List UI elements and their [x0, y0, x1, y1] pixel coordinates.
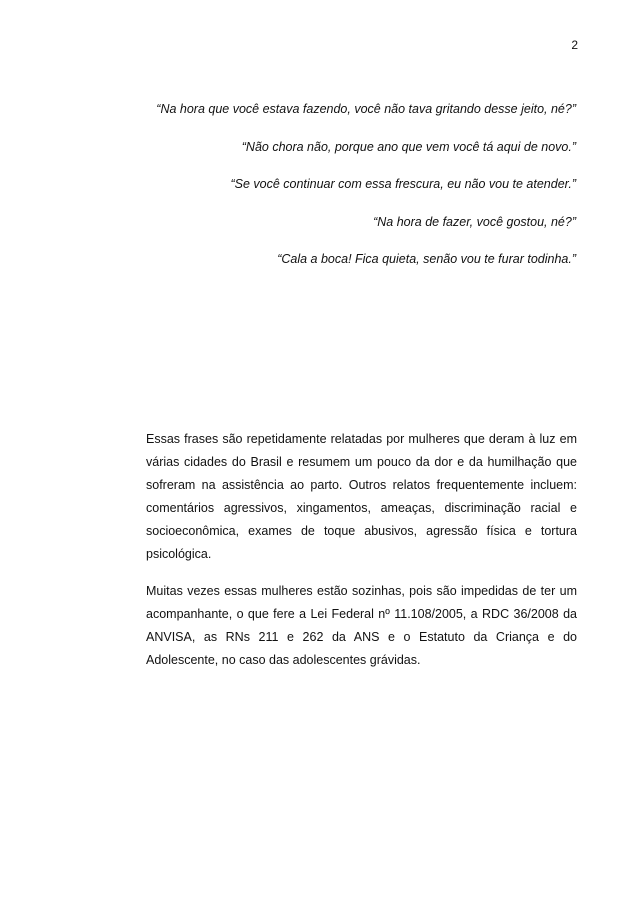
quote-4: “Na hora de fazer, você gostou, né?” [373, 214, 576, 229]
page-number: 2 [571, 38, 578, 52]
quote-5: “Cala a boca! Fica quieta, senão vou te furar todinha.” [277, 252, 576, 266]
quote-list [146, 101, 576, 289]
paragraph-1: Essas frases são repetidamente relatadas por mulheres que deram à luz em várias cidades do Brasil e resumem um pouco da dor e da humilhação que sofreram na assistência ao parto. Outros relatos frequentemente incluem: comentários agressivos, xingamentos, ameaças, discriminação racial e socioeconômica, exames de toque abusivos, agressão física e tortura psicológica. [146, 432, 577, 561]
quote-2: “Não chora não, porque ano que vem você tá aqui de novo.” [241, 139, 576, 154]
quote-1: “Na hora que você estava fazendo, você não tava gritando desse jeito, né?” [156, 102, 576, 116]
paragraph-2: Muitas vezes essas mulheres estão sozinhas, pois são impedidas de ter um acompanhante, o que fere a Lei Federal nº 11.108/2005, a RDC 36/2008 da ANVISA, as RNs 211 e 262 da ANS e o Estatuto da Criança e do Adolescente, no caso das adolescentes grávidas. [146, 584, 577, 667]
quote-3: “Se você continuar com essa frescura, eu não vou te atender.” [230, 177, 576, 191]
body-text [146, 428, 577, 686]
